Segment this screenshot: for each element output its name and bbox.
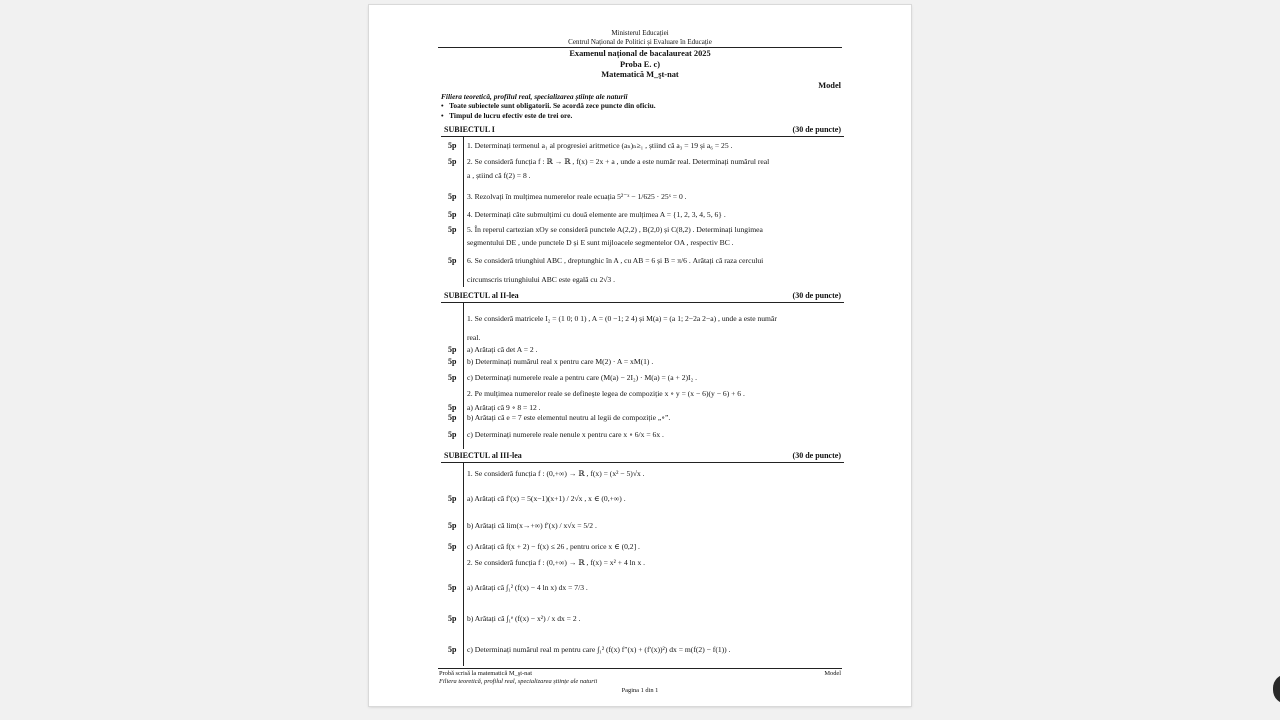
subiect-3-pts-column-line: [463, 463, 464, 666]
s2-q2-a: a) Arătați că 9 ∘ 8 = 12 .: [467, 403, 541, 412]
s1-item-4: 4. Determinați câte submulțimi cu două elemente are mulțimea A = {1, 2, 3, 4, 5, 6} .: [467, 210, 726, 219]
subiect-3-heading: [444, 451, 841, 460]
s1-item-6: 6. Se consideră triunghiul ABC , dreptunghic în A , cu AB = 6 și B = π/6 . Arătați că raza cercului: [467, 256, 764, 265]
s3-q1-c: c) Arătați că f(x + 2) − f(x) ≤ 26 , pentru orice x ∈ (0,2] .: [467, 542, 640, 551]
s2-q2-intro: 2. Pe mulțimea numerelor reale se definește legea de compoziție x ∘ y = (x − 6)(y − 6) + 6 .: [467, 389, 745, 398]
bullet-2: • Timpul de lucru efectiv este de trei ore.: [441, 111, 573, 120]
points-label: 5p: [448, 521, 457, 530]
subject-title: Matematică M_şt-nat: [601, 70, 679, 79]
points-label: 5p: [448, 157, 457, 166]
s3-q2-intro: 2. Se consideră funcția f : (0,+∞) → ℝ , f(x) = x² + 4 ln x .: [467, 558, 646, 567]
s1-item-2-line-2: a , știind că f(2) = 8 .: [467, 171, 531, 180]
points-label: 5p: [448, 583, 457, 592]
s3-q1-intro: 1. Se consideră funcția f : (0,+∞) → ℝ , f(x) = (x² − 5)√x .: [467, 469, 645, 478]
bullet-1: • Toate subiectele sunt obligatorii. Se acordă zece puncte din oficiu.: [441, 101, 656, 110]
s2-q1-b: b) Determinați numărul real x pentru care M(2) · A = xM(1) .: [467, 357, 654, 366]
exam-title: Examenul național de bacalaureat 2025: [569, 49, 711, 58]
points-label: 5p: [448, 494, 457, 503]
s1-item-5-line-2: segmentului DE , unde punctele D și E sunt mijloacele segmentelor OA , respectiv BC .: [467, 238, 734, 247]
s1-item-2: 2. Se consideră funcția f : ℝ → ℝ , f(x) = 2x + a , unde a este număr real. Determinați numărul real: [467, 157, 770, 166]
center-text: Centrul Național de Politici și Evaluare în Educație: [568, 38, 712, 46]
subiect-2-rule: [441, 302, 844, 303]
page-number: Pagina 1 din 1: [621, 687, 659, 694]
subiect-1-points: (30 de puncte): [792, 125, 841, 134]
footer-left-2: Filiera teoretică, profilul real, specializarea științe ale naturii: [439, 678, 598, 685]
subiect-3-rule: [441, 462, 844, 463]
s3-q1-b: b) Arătați că lim(x→+∞) f′(x) / x√x = 5/2 .: [467, 521, 597, 530]
subiect-2-points: (30 de puncte): [792, 291, 841, 300]
points-label: 5p: [448, 256, 457, 265]
model-label: Model: [818, 81, 841, 90]
subiect-2-title: SUBIECTUL al II-lea: [444, 291, 519, 300]
footer-right: Model: [824, 670, 841, 677]
points-label: 5p: [448, 403, 457, 412]
exam-page: [369, 5, 911, 706]
s3-q1-a: a) Arătați că f′(x) = 5(x−1)(x+1) / 2√x , x ∈ (0,+∞) .: [467, 494, 626, 503]
points-label: 5p: [448, 373, 457, 382]
points-label: 5p: [448, 210, 457, 219]
ministry-text: Ministerul Educației: [611, 29, 669, 37]
subiect-1-rule: [441, 136, 844, 137]
footer-left-1: Probă scrisă la matematică M_şt-nat: [439, 670, 532, 677]
proba-title: Proba E. c): [619, 60, 661, 69]
filiera-text: Filiera teoretică, profilul real, specializarea științe ale naturii: [441, 92, 628, 101]
s2-q1-intro-line-2: real.: [467, 333, 481, 342]
header-rule: [438, 47, 842, 48]
bullet-2-text: Timpul de lucru efectiv este de trei ore.: [449, 111, 573, 120]
points-label: 5p: [448, 542, 457, 551]
points-label: 5p: [448, 141, 457, 150]
subiect-3-title: SUBIECTUL al III-lea: [444, 451, 522, 460]
s3-q2-c: c) Determinați numărul real m pentru care ∫₁² (f(x) f″(x) + (f′(x))²) dx = m(f(2) − f(1)) .: [467, 645, 731, 654]
points-label: 5p: [448, 430, 457, 439]
subiect-2-pts-column-line: [463, 303, 464, 449]
points-label: 5p: [448, 413, 457, 422]
s3-q2-a: a) Arătați că ∫₁² (f(x) − 4 ln x) dx = 7/3 .: [467, 583, 588, 592]
s2-q2-c: c) Determinați numerele reale nenule x pentru care x ∘ 6/x = 6x .: [467, 430, 664, 439]
s1-item-3: 3. Rezolvați în mulțimea numerelor reale ecuația 5²⁻ˣ − 1/625 · 25ˣ = 0 .: [467, 192, 687, 201]
s1-item-6-line-2: circumscris triunghiului ABC este egală cu 2√3 .: [467, 275, 615, 284]
footer-rule: [438, 668, 842, 669]
points-label: 5p: [448, 225, 457, 234]
points-label: 5p: [448, 357, 457, 366]
points-label: 5p: [448, 345, 457, 354]
subiect-1-title: SUBIECTUL I: [444, 125, 495, 134]
subiect-1-heading: [444, 125, 841, 134]
subiect-1-pts-column-line: [463, 137, 464, 287]
subiect-3-points: (30 de puncte): [792, 451, 841, 460]
s3-q2-b: b) Arătați că ∫₁ᵉ (f(x) − x²) / x dx = 2 .: [467, 614, 581, 623]
s2-q1-intro: 1. Se consideră matricele I₂ = (1 0; 0 1) , A = (0 −1; 2 4) și M(a) = (a 1; 2−2a 2−a) , unde a este număr: [467, 314, 777, 323]
s2-q2-b: b) Arătați că e = 7 este elementul neutru al legii de compoziție „∘”.: [467, 413, 671, 422]
s1-item-1: 1. Determinați termenul a₁ al progresiei aritmetice (aₙ)ₙ≥₁ , știind că a₃ = 19 și a₆ = 25 .: [467, 141, 733, 150]
s1-item-5: 5. În reperul cartezian xOy se consideră punctele A(2,2) , B(2,0) și C(8,2) . Determinați lungimea: [467, 225, 763, 234]
floating-action-button[interactable]: [1273, 674, 1280, 704]
s2-q1-c: c) Determinați numerele reale a pentru care (M(a) − 2I₂) · M(a) = (a + 2)I₂ .: [467, 373, 698, 382]
bullet-1-text: Toate subiectele sunt obligatorii. Se acordă zece puncte din oficiu.: [449, 101, 656, 110]
points-label: 5p: [448, 614, 457, 623]
s2-q1-a: a) Arătați că det A = 2 .: [467, 345, 538, 354]
points-label: 5p: [448, 192, 457, 201]
subiect-2-heading: [444, 291, 841, 300]
points-label: 5p: [448, 645, 457, 654]
